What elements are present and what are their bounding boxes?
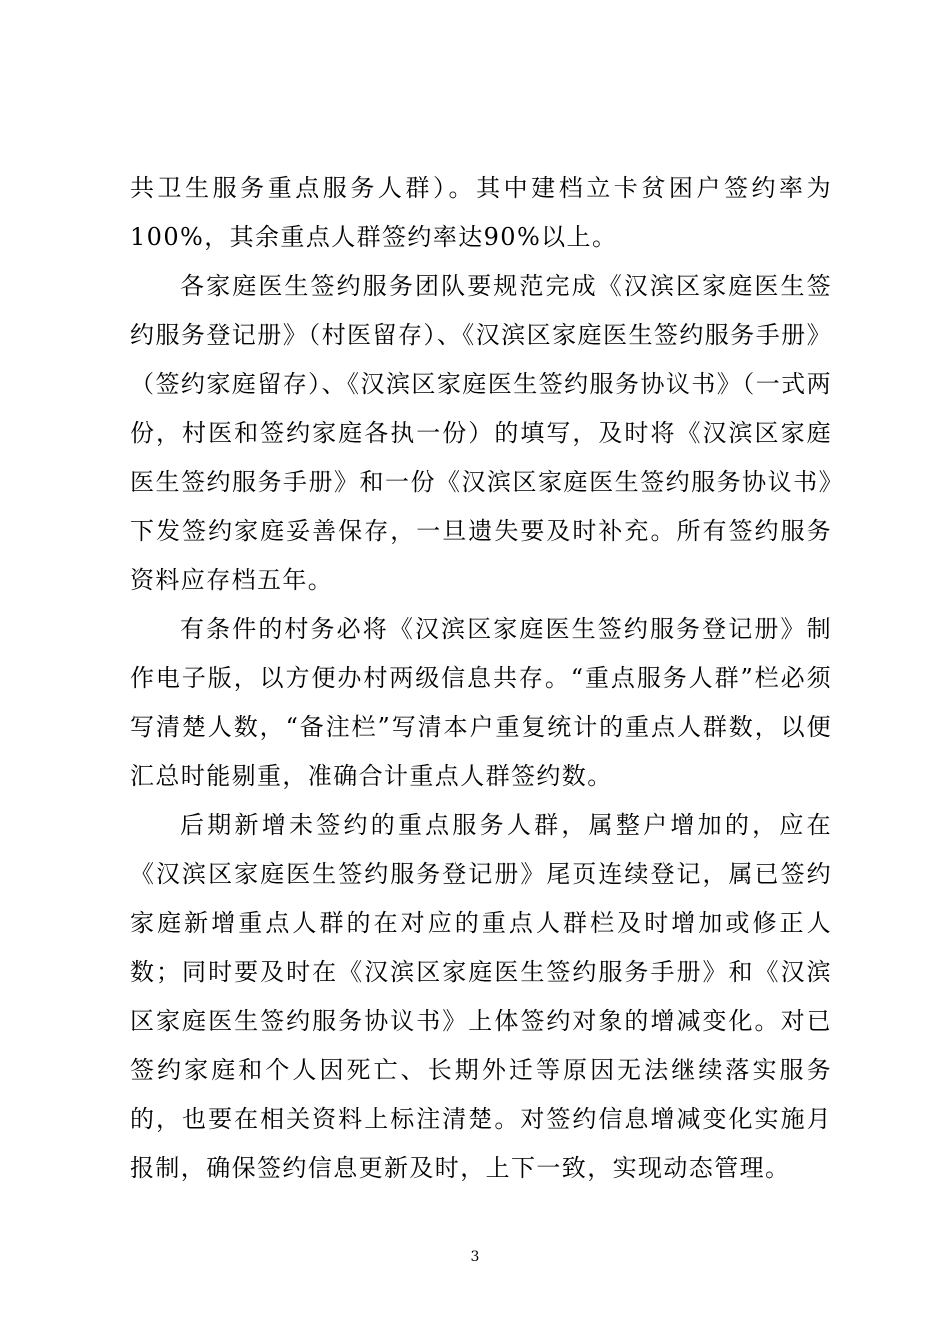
paragraph-2: 各家庭医生签约服务团队要规范完成《汉滨区家庭医生签约服务登记册》（村医留存）、《汉滨区家庭医生签约服务手册》（签约家庭留存）、《汉滨区家庭医生签约服务协议书》（一式两份，村医和签约家庭各执一份）的填写，及时将《汉滨区家庭医生签约服务手册》和一份《汉滨区家庭医生签约服务协议书》下发签约家庭妥善保存，一旦遗失要及时补充。所有签约服务资料应存档五年。	[130, 272, 832, 594]
paragraph-3: 有条件的村务必将《汉滨区家庭医生签约服务登记册》制作电子版，以方便办村两级信息共存。“重点服务人群”栏必须写清楚人数，“备注栏”写清本户重复统计的重点人群数，以便汇总时能剔重，准确合计重点人群签约数。	[130, 615, 832, 790]
page-number: 3	[470, 1249, 480, 1265]
paragraph-1: 共卫生服务重点服务人群）。其中建档立卡贫困户签约率为100%，其余重点人群签约率达90%以上。	[130, 174, 832, 251]
body-text	[130, 164, 832, 1193]
paragraph-4: 后期新增未签约的重点服务人群，属整户增加的，应在《汉滨区家庭医生签约服务登记册》尾页连续登记，属已签约家庭新增重点人群的在对应的重点人群栏及时增加或修正人数；同时要及时在《汉滨区家庭医生签约服务手册》和《汉滨区家庭医生签约服务协议书》上体签约对象的增减变化。对已签约家庭和个人因死亡、长期外迁等原因无法继续落实服务的，也要在相关资料上标注清楚。对签约信息增减变化实施月报制，确保签约信息更新及时，上下一致，实现动态管理。	[130, 811, 832, 1182]
